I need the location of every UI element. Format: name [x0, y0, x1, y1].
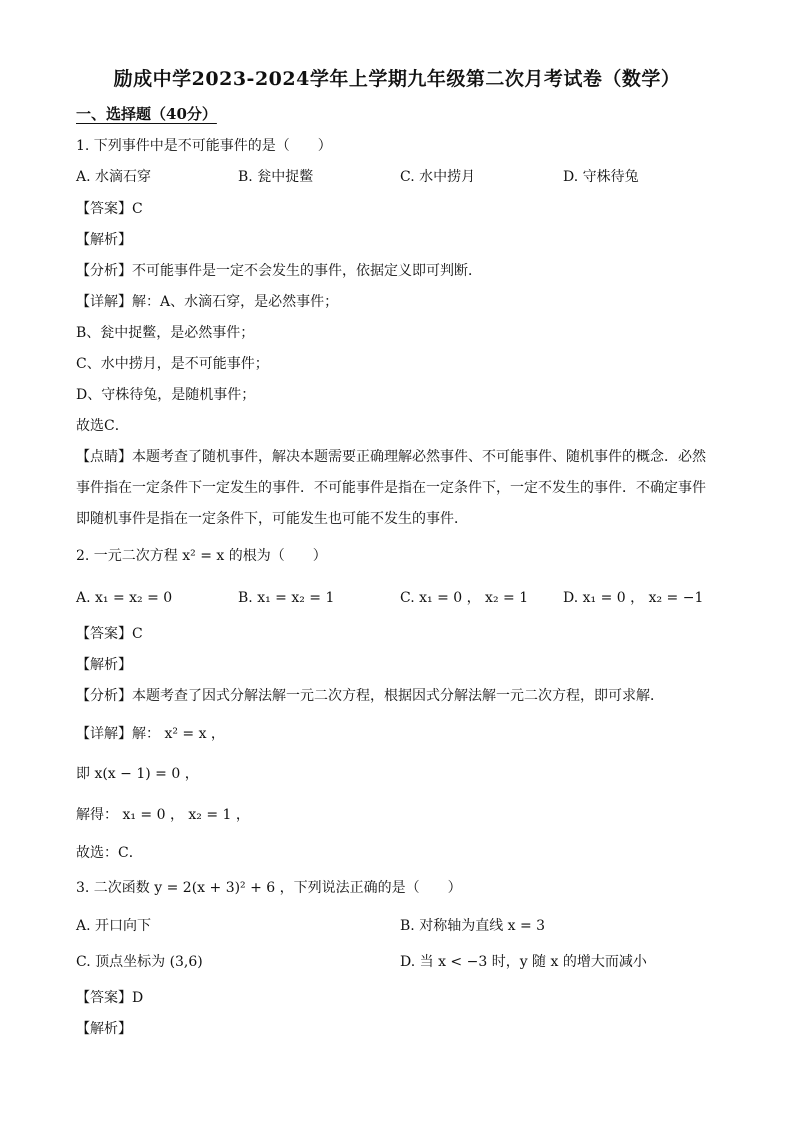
q2-detail-3: 解得： x₁ = 0 ， x₂ = 1 ，	[76, 807, 250, 823]
section-heading: 一、选择题（40分）	[76, 105, 217, 123]
q1-option-b: B. 瓮中捉鳖	[238, 169, 314, 185]
q1-comment: 【点睛】本题考查了随机事件，解决本题需要正确理解必然事件、不可能事件、随机事件的概念．必然事件指在一定条件下一定发生的事件．不可能事件是指在一定条件下，一定不发生的事件．不确定事件即随机事件是指在一定条件下，可能发生也可能不发生的事件．	[76, 449, 706, 527]
q1-analysis-label: 【解析】	[76, 232, 132, 248]
q2-option-c: C. x₁ = 0 ， x₂ = 1	[400, 590, 529, 606]
q1-option-c: C. 水中捞月	[400, 169, 476, 185]
q1-option-a: A. 水滴石穿	[76, 169, 152, 185]
q1-option-d: D. 守株待兔	[563, 169, 639, 185]
question-2-stem: 2. 一元二次方程 x² = x 的根为（ ）	[76, 548, 327, 564]
q2-answer: 【答案】C	[76, 626, 143, 642]
q1-detail-4: D、守株待兔，是随机事件；	[76, 387, 256, 403]
q2-analysis-label: 【解析】	[76, 657, 132, 673]
q2-detail-1: 【详解】解： x² = x ，	[76, 726, 225, 742]
q3-option-a: A. 开口向下	[76, 918, 152, 934]
q2-option-d: D. x₁ = 0 ， x₂ = −1	[563, 590, 704, 606]
q1-fenxi: 【分析】不可能事件是一定不会发生的事件，依据定义即可判断．	[76, 263, 482, 279]
q2-fenxi: 【分析】本题考查了因式分解法解一元二次方程，根据因式分解法解一元二次方程，即可求解．	[76, 688, 664, 704]
q2-option-b: B. x₁ = x₂ = 1	[238, 590, 335, 606]
q2-detail-2: 即 x(x − 1) = 0 ，	[76, 766, 199, 782]
q3-option-c: C. 顶点坐标为 (3,6)	[76, 954, 203, 970]
q2-option-a: A. x₁ = x₂ = 0	[76, 590, 173, 606]
q3-analysis-label: 【解析】	[76, 1021, 132, 1037]
q2-choose: 故选：C．	[76, 845, 143, 861]
q1-answer: 【答案】C	[76, 201, 143, 217]
question-1-stem: 1. 下列事件中是不可能事件的是（ ）	[76, 138, 332, 154]
q1-detail-3: C、水中捞月，是不可能事件；	[76, 356, 269, 372]
question-3-stem: 3. 二次函数 y = 2(x + 3)² + 6 ，下列说法正确的是（ ）	[76, 880, 462, 896]
q3-answer: 【答案】D	[76, 990, 144, 1006]
q1-choose: 故选C．	[76, 418, 129, 434]
page-title: 励成中学2023-2024学年上学期九年级第二次月考试卷（数学）	[113, 68, 681, 90]
q3-option-d: D. 当 x < −3 时，y 随 x 的增大而减小	[400, 954, 647, 970]
q3-option-b: B. 对称轴为直线 x = 3	[400, 918, 546, 934]
q1-detail-1: 【详解】解：A、水滴石穿，是必然事件；	[76, 294, 339, 310]
q1-detail-2: B、瓮中捉鳖，是必然事件；	[76, 325, 255, 341]
